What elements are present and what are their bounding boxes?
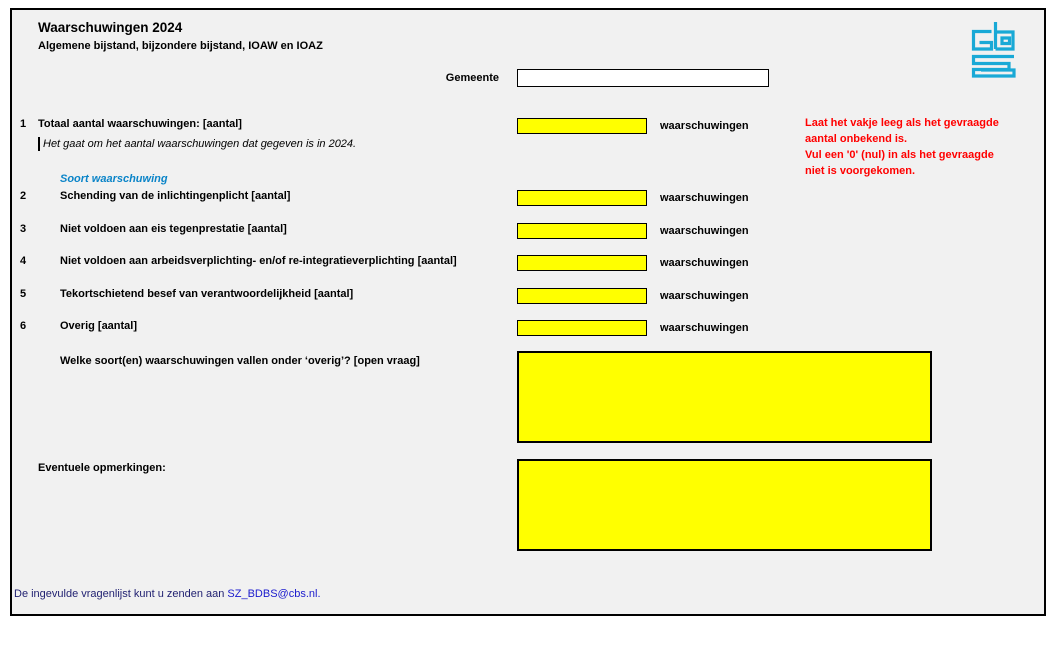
question-4-label: Niet voldoen aan arbeidsverplichting- en/of re-integratieverplichting [aantal]	[60, 255, 457, 267]
question-4-unit-label: waarschuwingen	[660, 257, 749, 269]
question-3-input[interactable]	[517, 223, 647, 239]
question-6-unit-label: waarschuwingen	[660, 322, 749, 334]
open-question-textarea[interactable]	[517, 351, 932, 443]
page-title: Waarschuwingen 2024	[38, 20, 183, 35]
question-3-label: Niet voldoen aan eis tegenprestatie [aantal]	[60, 223, 287, 235]
question-5-unit-label: waarschuwingen	[660, 290, 749, 302]
remarks-label: Eventuele opmerkingen:	[38, 462, 166, 474]
question-4-input[interactable]	[517, 255, 647, 271]
section-heading-soort-waarschuwing: Soort waarschuwing	[60, 173, 168, 185]
question-6-number: 6	[20, 320, 27, 332]
cbs-logo-icon	[968, 20, 1016, 78]
question-1-note: Het gaat om het aantal waarschuwingen dat gegeven is in 2024.	[38, 137, 356, 151]
form-window	[10, 8, 1046, 616]
question-5-input[interactable]	[517, 288, 647, 304]
question-2-input[interactable]	[517, 190, 647, 206]
remarks-textarea[interactable]	[517, 459, 932, 551]
question-1-unit-label: waarschuwingen	[660, 120, 749, 132]
question-5-label: Tekortschietend besef van verantwoordelijkheid [aantal]	[60, 288, 354, 300]
footer	[14, 588, 321, 600]
question-5-number: 5	[20, 288, 27, 300]
gemeente-label: Gemeente	[445, 72, 499, 84]
instructions-line-3: Vul een '0' (nul) in als het gevraagde	[805, 149, 994, 161]
footer-text: De ingevulde vragenlijst kunt u zenden aan	[14, 588, 228, 600]
question-1-input[interactable]	[517, 118, 647, 134]
question-2-number: 2	[20, 190, 27, 202]
question-3-unit-label: waarschuwingen	[660, 225, 749, 237]
instructions-text	[805, 115, 1046, 179]
question-2-label: Schending van de inlichtingenplicht [aantal]	[60, 190, 291, 202]
question-3-number: 3	[20, 223, 27, 235]
question-4-number: 4	[20, 255, 27, 267]
page-subtitle: Algemene bijstand, bijzondere bijstand, IOAW en IOAZ	[38, 40, 323, 52]
question-2-unit-label: waarschuwingen	[660, 192, 749, 204]
gemeente-input[interactable]	[517, 69, 769, 87]
instructions-line-4: niet is voorgekomen.	[805, 165, 916, 177]
instructions-line-1: Laat het vakje leeg als het gevraagde	[805, 117, 999, 129]
question-6-label: Overig [aantal]	[60, 320, 138, 332]
email-link[interactable]: SZ_BDBS@cbs.nl.	[227, 588, 321, 600]
question-1-number: 1	[20, 118, 27, 130]
instructions-line-2: aantal onbekend is.	[805, 133, 908, 145]
question-6-input[interactable]	[517, 320, 647, 336]
open-question-label: Welke soort(en) waarschuwingen vallen onder ‘overig’? [open vraag]	[60, 355, 420, 367]
question-1-label: Totaal aantal waarschuwingen: [aantal]	[38, 118, 242, 130]
